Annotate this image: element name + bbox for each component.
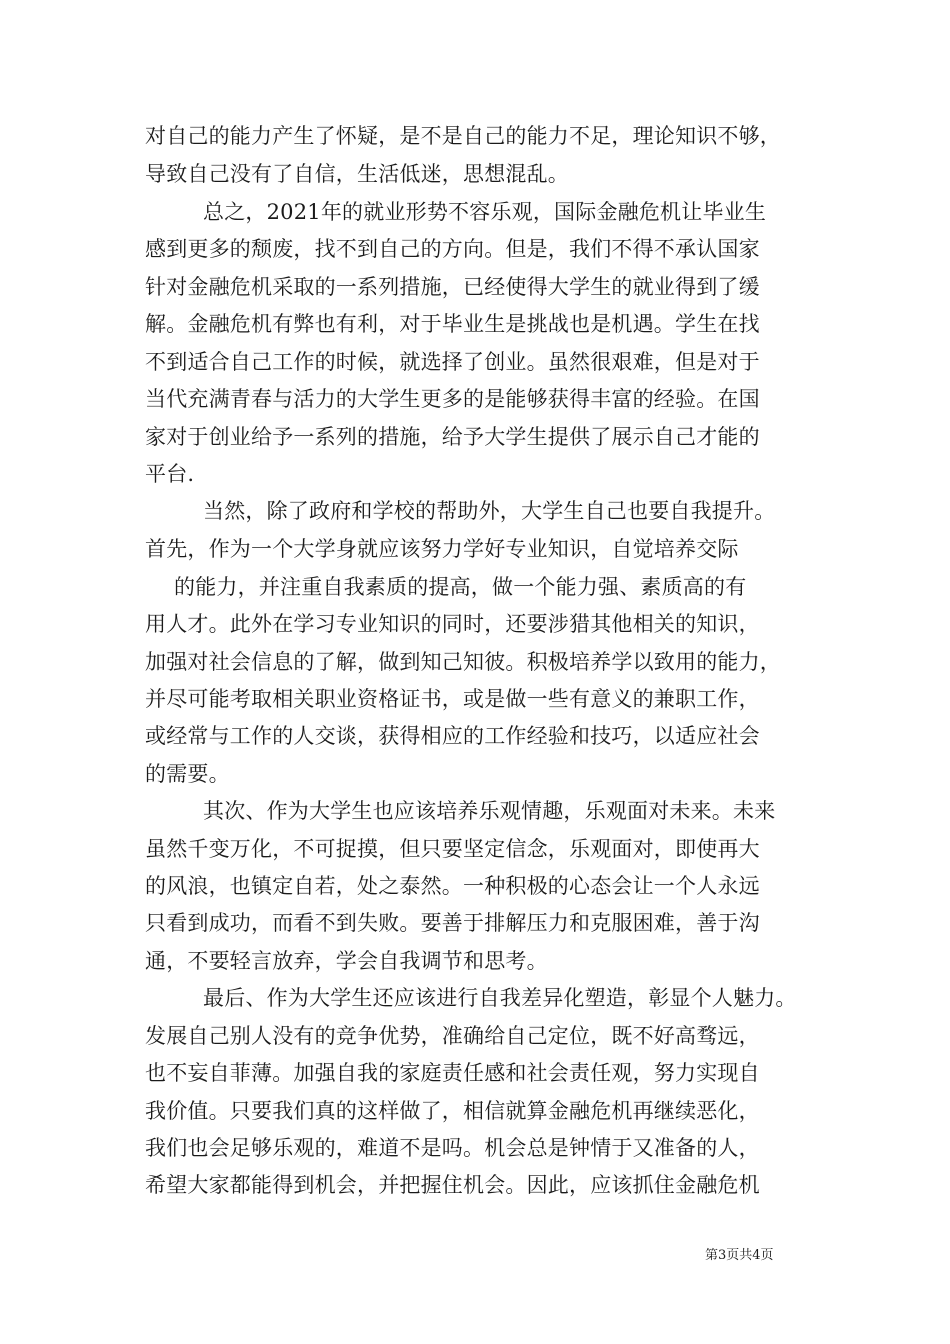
paragraph-3-line-1: 当然，除了政府和学校的帮助外，大学生自己也要自我提升。	[203, 499, 776, 523]
paragraph-5-line-6: 希望大家都能得到机会，并把握住机会。因此，应该抓住金融危机	[145, 1173, 760, 1197]
paragraph-3-line-8: 的需要。	[145, 762, 230, 786]
paragraph-4-line-3: 的风浪，也镇定自若，处之泰然。一种积极的心态会让一个人永远	[145, 874, 760, 898]
paragraph-3-line-4: 用人才。此外在学习专业知识的同时，还要涉猎其他相关的知识，	[145, 612, 760, 636]
paragraph-3-line-2: 首先，作为一个大学身就应该努力学好专业知识，自觉培养交际	[145, 537, 739, 561]
paragraph-4-line-2: 虽然千变万化，不可捉摸，但只要坚定信念，乐观面对，即使再大	[145, 837, 760, 861]
paragraph-2-line-8: 平台.	[145, 462, 195, 486]
paragraph-2-line-7: 家对于创业给予一系列的措施，给予大学生提供了展示自己才能的	[145, 425, 760, 449]
paragraph-2-line-4: 解。金融危机有弊也有利，对于毕业生是挑战也是机遇。学生在找	[145, 312, 760, 336]
paragraph-3-line-7: 或经常与工作的人交谈，获得相应的工作经验和技巧，以适应社会	[145, 724, 760, 748]
page-number: 第3页共4页	[705, 1248, 774, 1263]
paragraph-2-line-5: 不到适合自己工作的时候，就选择了创业。虽然很艰难，但是对于	[145, 350, 760, 374]
paragraph-4-line-1: 其次、作为大学生也应该培养乐观情趣，乐观面对未来。未来	[203, 799, 776, 823]
paragraph-1-line-2: 导致自己没有了自信，生活低迷，思想混乱。	[145, 162, 569, 186]
paragraph-2-line-1: 总之，2021年的就业形势不容乐观，国际金融危机让毕业生	[203, 200, 767, 224]
paragraph-5-line-3: 也不妄自菲薄。加强自我的家庭责任感和社会责任观，努力实现自	[145, 1061, 760, 1085]
paragraph-3-line-6: 并尽可能考取相关职业资格证书，或是做一些有意义的兼职工作，	[145, 687, 760, 711]
paragraph-3-line-3: 的能力，并注重自我素质的提高，做一个能力强、素质高的有	[174, 575, 747, 599]
paragraph-4-line-5: 通，不要轻言放弃，学会自我调节和思考。	[145, 949, 548, 973]
paragraph-3-line-5: 加强对社会信息的了解，做到知己知彼。积极培养学以致用的能力，	[145, 650, 781, 674]
paragraph-5-line-5: 我们也会足够乐观的，难道不是吗。机会总是钟情于又准备的人，	[145, 1136, 760, 1160]
paragraph-1-line-1: 对自己的能力产生了怀疑，是不是自己的能力不足，理论知识不够，	[145, 124, 781, 148]
paragraph-2-line-2: 感到更多的颓废，找不到自己的方向。但是，我们不得不承认国家	[145, 237, 760, 261]
paragraph-2-line-6: 当代充满青春与活力的大学生更多的是能够获得丰富的经验。在国	[145, 387, 760, 411]
paragraph-5-line-1: 最后、作为大学生还应该进行自我差异化塑造，彰显个人魅力。	[203, 986, 797, 1010]
paragraph-2-line-3: 针对金融危机采取的一系列措施，已经使得大学生的就业得到了缓	[145, 275, 760, 299]
paragraph-5-line-2: 发展自己别人没有的竞争优势，准确给自己定位，既不好高骛远，	[145, 1024, 760, 1048]
paragraph-4-line-4: 只看到成功，而看不到失败。要善于排解压力和克服困难，善于沟	[145, 911, 760, 935]
paragraph-5-line-4: 我价值。只要我们真的这样做了，相信就算金融危机再继续恶化，	[145, 1099, 760, 1123]
